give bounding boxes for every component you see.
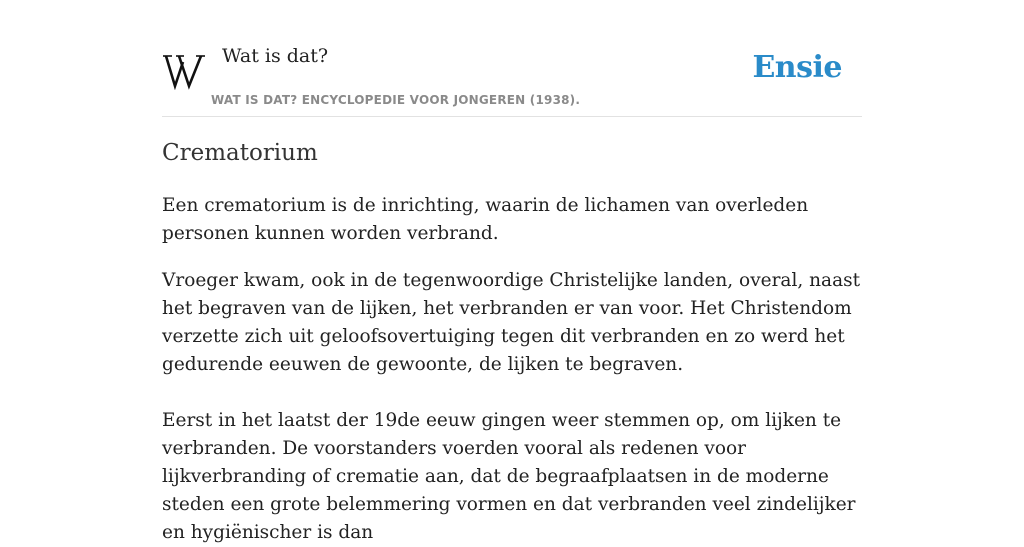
article-title: Crematorium bbox=[162, 140, 318, 166]
article-paragraph-2: Vroeger kwam, ook in de tegenwoordige Christelijke landen, overal, naast het begraven van de lijken, het verbranden er van voor. Het Christendom verzette zich uit geloofsovertuiging tegen dit verbranden en zo werd het gedurende eeuwen de gewoonte, de lijken te begraven. bbox=[162, 270, 861, 375]
site-subtitle: WAT IS DAT? ENCYCLOPEDIE VOOR JONGEREN (1938). bbox=[211, 93, 581, 107]
page-container bbox=[162, 0, 862, 543]
wikipedia-w-logo-icon[interactable] bbox=[163, 50, 207, 90]
ensie-brand-link[interactable]: Ensie bbox=[752, 50, 842, 85]
site-header bbox=[162, 0, 862, 117]
site-title-link[interactable]: Wat is dat? bbox=[222, 45, 329, 67]
article-paragraph-1: Een crematorium is de inrichting, waarin de lichamen van overleden personen kunnen worden verbrand. bbox=[162, 195, 809, 244]
article-paragraph-3: Eerst in het laatst der 19de eeuw gingen weer stemmen op, om lijken te verbranden. De voorstanders voerden vooral als redenen voor lijkverbranding of crematie aan, dat de begraafplaatsen in de moderne steden een grote belemmering vormen en dat verbranden veel zindelijker en hygiënischer is dan bbox=[162, 410, 856, 543]
